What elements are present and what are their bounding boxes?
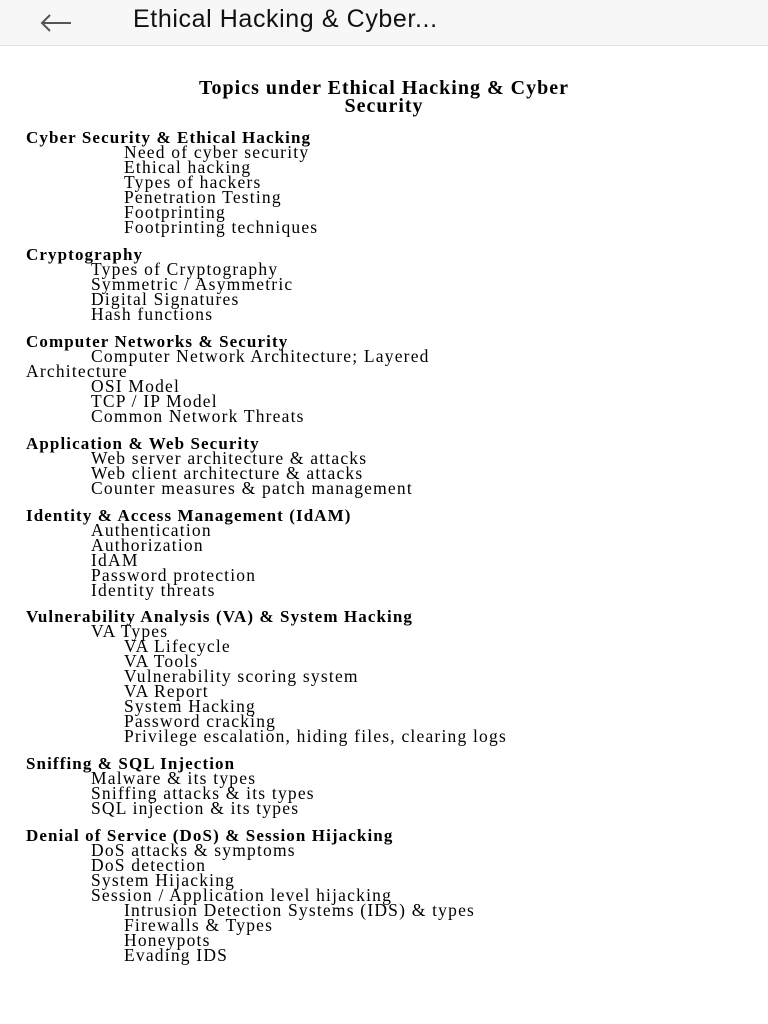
topic-item: Web server architecture & attacks: [91, 448, 368, 468]
section-heading: Denial of Service (DoS) & Session Hijacking: [26, 826, 394, 845]
topic-subitem: VA Tools: [124, 651, 199, 671]
topic-item: Symmetric / Asymmetric: [91, 274, 294, 294]
section-heading: Application & Web Security: [26, 434, 260, 453]
topic-item: DoS attacks & symptoms: [91, 840, 296, 860]
section-heading: Cyber Security & Ethical Hacking: [26, 128, 312, 147]
topic-item: Digital Signatures: [91, 289, 240, 309]
topic-subitem: Vulnerability scoring system: [124, 666, 359, 686]
topic-subitem: Password cracking: [124, 711, 277, 731]
topic-item: Common Network Threats: [91, 406, 305, 426]
topic-item: OSI Model: [91, 376, 181, 396]
topic-item: System Hijacking: [91, 870, 236, 890]
topic-item: Types of Cryptography: [91, 259, 279, 279]
topic-item: Authentication: [91, 520, 212, 540]
topic-item: Identity threats: [91, 580, 216, 600]
topic-item: DoS detection: [91, 855, 207, 875]
document-title-line: Topics under Ethical Hacking & Cyber: [199, 77, 569, 99]
topic-subitem: Evading IDS: [124, 945, 229, 965]
topic-item: VA Types: [91, 621, 169, 641]
topic-item-continued: Architecture: [26, 361, 128, 381]
topic-item: Password protection: [91, 565, 257, 585]
document-title: [0, 79, 768, 115]
topic-item: Hash functions: [91, 304, 214, 324]
topic-item: Web client architecture & attacks: [91, 463, 364, 483]
topic-item: Counter measures & patch management: [91, 478, 413, 498]
topic-item: Footprinting: [124, 202, 226, 222]
section-heading: Identity & Access Management (IdAM): [26, 506, 352, 525]
topic-item: Malware & its types: [91, 768, 257, 788]
topic-item: IdAM: [91, 550, 139, 570]
topic-item: Need of cyber security: [124, 142, 310, 162]
app-bar-title: Ethical Hacking & Cyber...: [133, 5, 438, 33]
section-heading: Sniffing & SQL Injection: [26, 754, 236, 773]
document-title-line: Security: [344, 95, 424, 117]
section-heading: Vulnerability Analysis (VA) & System Hacking: [26, 607, 414, 626]
topic-subitem: System Hacking: [124, 696, 256, 716]
topic-subitem: Intrusion Detection Systems (IDS) & types: [124, 900, 476, 920]
arrow-left-icon: [39, 13, 73, 33]
topic-subitem: Honeypots: [124, 930, 211, 950]
topic-subitem: VA Report: [124, 681, 209, 701]
topic-subitem: Privilege escalation, hiding files, clearing logs: [124, 726, 507, 746]
topic-item: Session / Application level hijacking: [91, 885, 393, 905]
topic-item: TCP / IP Model: [91, 391, 218, 411]
topic-item: Authorization: [91, 535, 204, 555]
topic-subitem: VA Lifecycle: [124, 636, 231, 656]
topic-item: SQL injection & its types: [91, 798, 300, 818]
section-heading: Cryptography: [26, 245, 144, 264]
topic-item: Ethical hacking: [124, 157, 252, 177]
topic-item: Sniffing attacks & its types: [91, 783, 315, 803]
section-heading: Computer Networks & Security: [26, 332, 289, 351]
back-button[interactable]: [36, 8, 76, 38]
topic-item: Penetration Testing: [124, 187, 282, 207]
topic-item: Footprinting techniques: [124, 217, 319, 237]
topic-item: Computer Network Architecture; Layered: [91, 346, 430, 366]
app-bar: [0, 0, 768, 46]
topic-item: Types of hackers: [124, 172, 262, 192]
topic-subitem: Firewalls & Types: [124, 915, 274, 935]
